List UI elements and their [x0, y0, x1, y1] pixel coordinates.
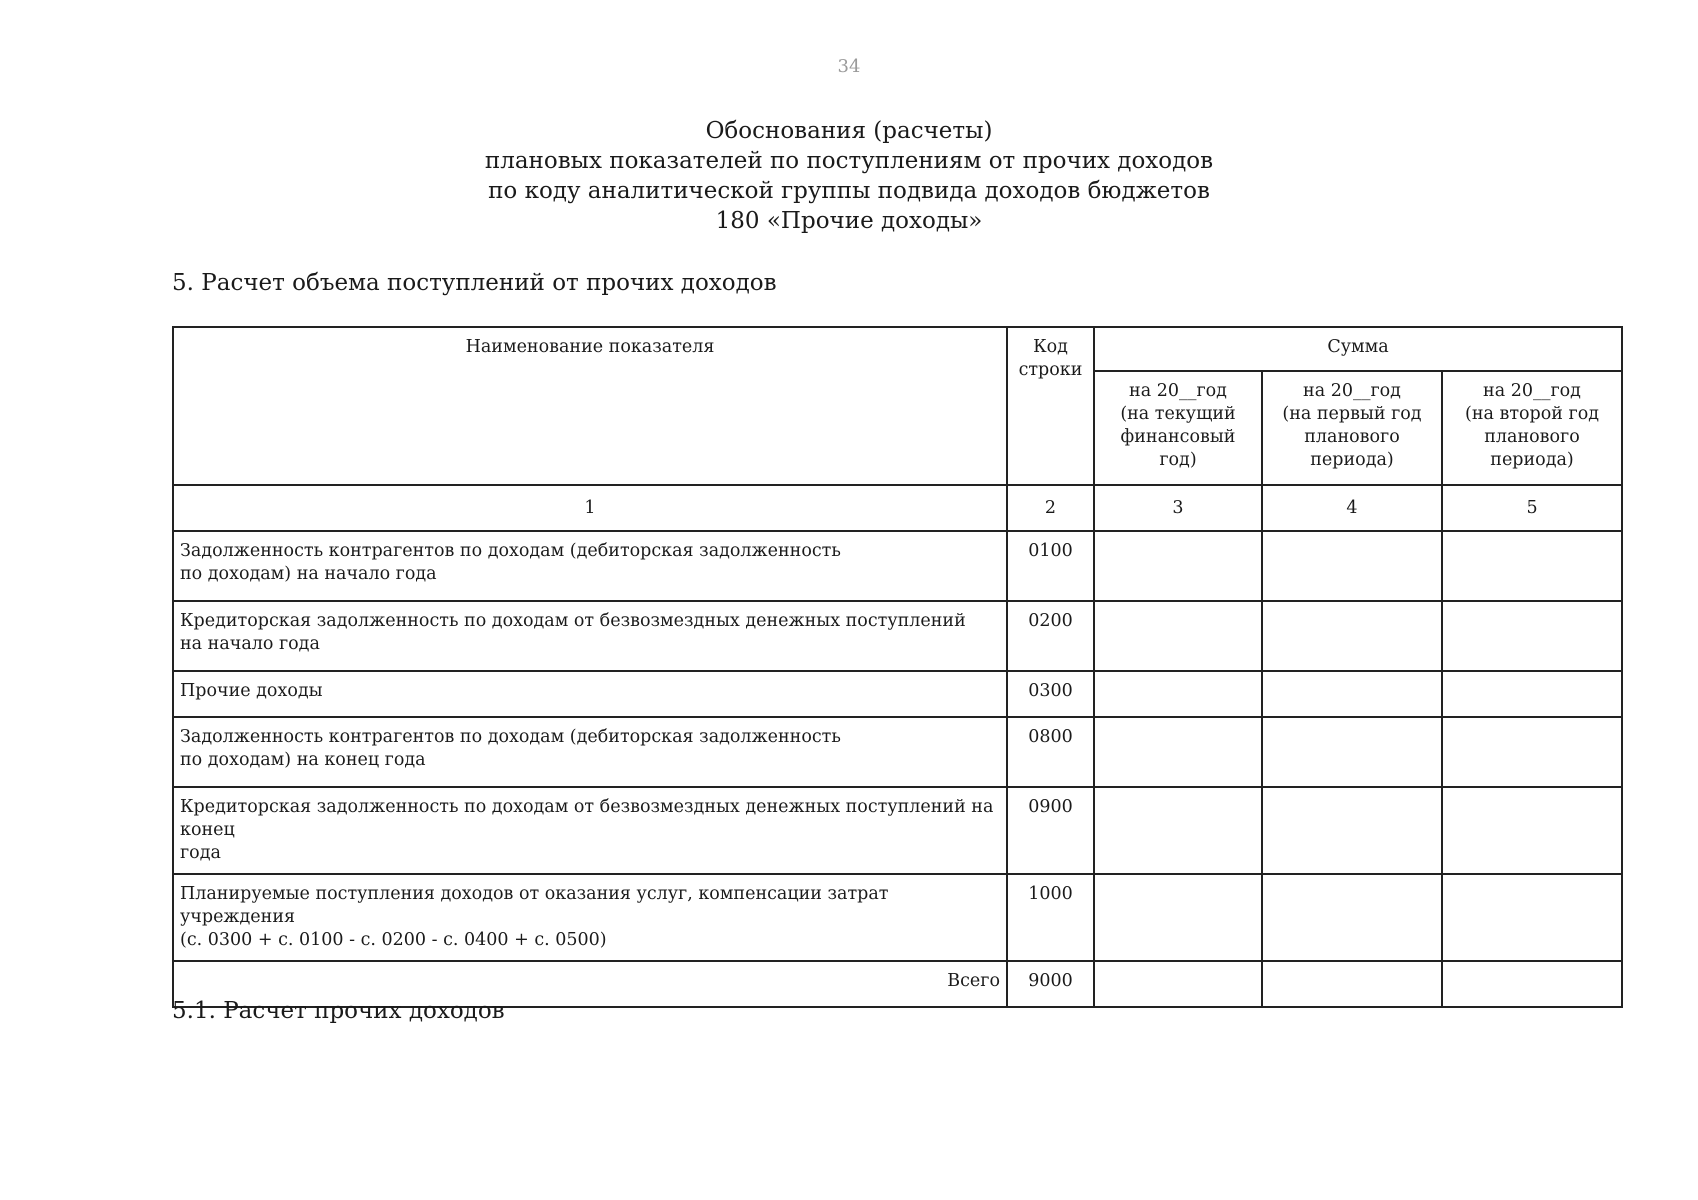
sum-cell-year3[interactable]	[1442, 961, 1622, 1007]
sum-cell-year3[interactable]	[1442, 671, 1622, 717]
column-number: 3	[1094, 485, 1262, 531]
sum-cell-year3[interactable]	[1442, 601, 1622, 671]
sum-cell-year1[interactable]	[1094, 601, 1262, 671]
table-row	[173, 717, 1622, 787]
sum-cell-year1[interactable]	[1094, 671, 1262, 717]
sum-cell-year2[interactable]	[1262, 531, 1442, 601]
row-name-line: по доходам) на начало года	[180, 564, 437, 584]
row-code: 0300	[1007, 671, 1094, 717]
sum-cell-year2[interactable]	[1262, 717, 1442, 787]
row-code: 0900	[1007, 787, 1094, 874]
table-row	[173, 671, 1622, 717]
row-code: 0800	[1007, 717, 1094, 787]
title-line: Обоснования (расчеты)	[705, 118, 993, 144]
header-code	[1007, 327, 1094, 485]
sum-cell-year2[interactable]	[1262, 787, 1442, 874]
column-number: 2	[1007, 485, 1094, 531]
row-name	[173, 671, 1007, 717]
row-name-line: по доходам) на конец года	[180, 750, 426, 770]
sum-cell-year3[interactable]	[1442, 531, 1622, 601]
header-sum: Сумма	[1094, 327, 1622, 371]
document-title	[0, 116, 1698, 236]
table-row	[173, 787, 1622, 874]
row-name-line: Прочие доходы	[180, 681, 323, 701]
sum-cell-year2[interactable]	[1262, 874, 1442, 961]
header-line: периода)	[1490, 450, 1574, 470]
row-name-line: на начало года	[180, 634, 320, 654]
table-header-row	[173, 327, 1622, 371]
header-line: планового	[1484, 427, 1580, 447]
total-code: 9000	[1007, 961, 1094, 1007]
row-name	[173, 717, 1007, 787]
row-name-line: Кредиторская задолженность по доходам от безвозмездных денежных поступлений на конец	[180, 797, 994, 840]
row-name-line: Задолженность контрагентов по доходам (дебиторская задолженность	[180, 727, 841, 747]
row-name	[173, 787, 1007, 874]
title-line: плановых показателей по поступлениям от прочих доходов	[484, 148, 1214, 174]
row-name	[173, 601, 1007, 671]
row-code: 0100	[1007, 531, 1094, 601]
title-line: 180 «Прочие доходы»	[715, 208, 983, 234]
column-number: 5	[1442, 485, 1622, 531]
header-line: периода)	[1310, 450, 1394, 470]
row-name	[173, 874, 1007, 961]
sum-cell-year3[interactable]	[1442, 717, 1622, 787]
sum-cell-year2[interactable]	[1262, 671, 1442, 717]
header-line: (на текущий	[1120, 404, 1236, 424]
header-line: на 20__год	[1303, 381, 1401, 401]
sum-cell-year3[interactable]	[1442, 787, 1622, 874]
sum-cell-year1[interactable]	[1094, 874, 1262, 961]
sum-cell-year3[interactable]	[1442, 874, 1622, 961]
row-code: 1000	[1007, 874, 1094, 961]
header-year-current	[1094, 371, 1262, 485]
column-number: 1	[173, 485, 1007, 531]
header-line: (на второй год	[1465, 404, 1600, 424]
total-label: Всего	[173, 961, 1007, 1007]
header-line: финансовый год)	[1120, 427, 1236, 470]
sum-cell-year2[interactable]	[1262, 961, 1442, 1007]
sum-cell-year2[interactable]	[1262, 601, 1442, 671]
header-year-first	[1262, 371, 1442, 485]
row-name-line: Планируемые поступления доходов от оказания услуг, компенсации затрат учреждения	[180, 884, 889, 927]
table-row	[173, 531, 1622, 601]
row-name	[173, 531, 1007, 601]
table-row	[173, 601, 1622, 671]
column-number-row	[173, 485, 1622, 531]
sum-cell-year1[interactable]	[1094, 531, 1262, 601]
header-line: (на первый год	[1282, 404, 1422, 424]
header-year-second	[1442, 371, 1622, 485]
section-5-heading: 5. Расчет объема поступлений от прочих доходов	[172, 270, 777, 296]
column-number: 4	[1262, 485, 1442, 531]
row-name-line: Кредиторская задолженность по доходам от безвозмездных денежных поступлений	[180, 611, 966, 631]
header-code-line: строки	[1018, 360, 1083, 380]
sum-cell-year1[interactable]	[1094, 787, 1262, 874]
row-name-line: (с. 0300 + с. 0100 - с. 0200 - с. 0400 + с. 0500)	[180, 930, 607, 950]
header-line: на 20__год	[1129, 381, 1227, 401]
sum-cell-year1[interactable]	[1094, 717, 1262, 787]
header-code-line: Код	[1033, 337, 1068, 357]
header-line: планового	[1304, 427, 1400, 447]
table-row	[173, 874, 1622, 961]
row-name-line: года	[180, 843, 221, 863]
row-code: 0200	[1007, 601, 1094, 671]
header-name: Наименование показателя	[173, 327, 1007, 485]
section-5-1-heading: 5.1. Расчет прочих доходов	[172, 998, 505, 1024]
header-line: на 20__год	[1483, 381, 1581, 401]
row-name-line: Задолженность контрагентов по доходам (дебиторская задолженность	[180, 541, 841, 561]
page-number: 34	[837, 56, 861, 77]
calculation-table	[172, 326, 1623, 1008]
title-line: по коду аналитической группы подвида доходов бюджетов	[488, 178, 1210, 204]
sum-cell-year1[interactable]	[1094, 961, 1262, 1007]
